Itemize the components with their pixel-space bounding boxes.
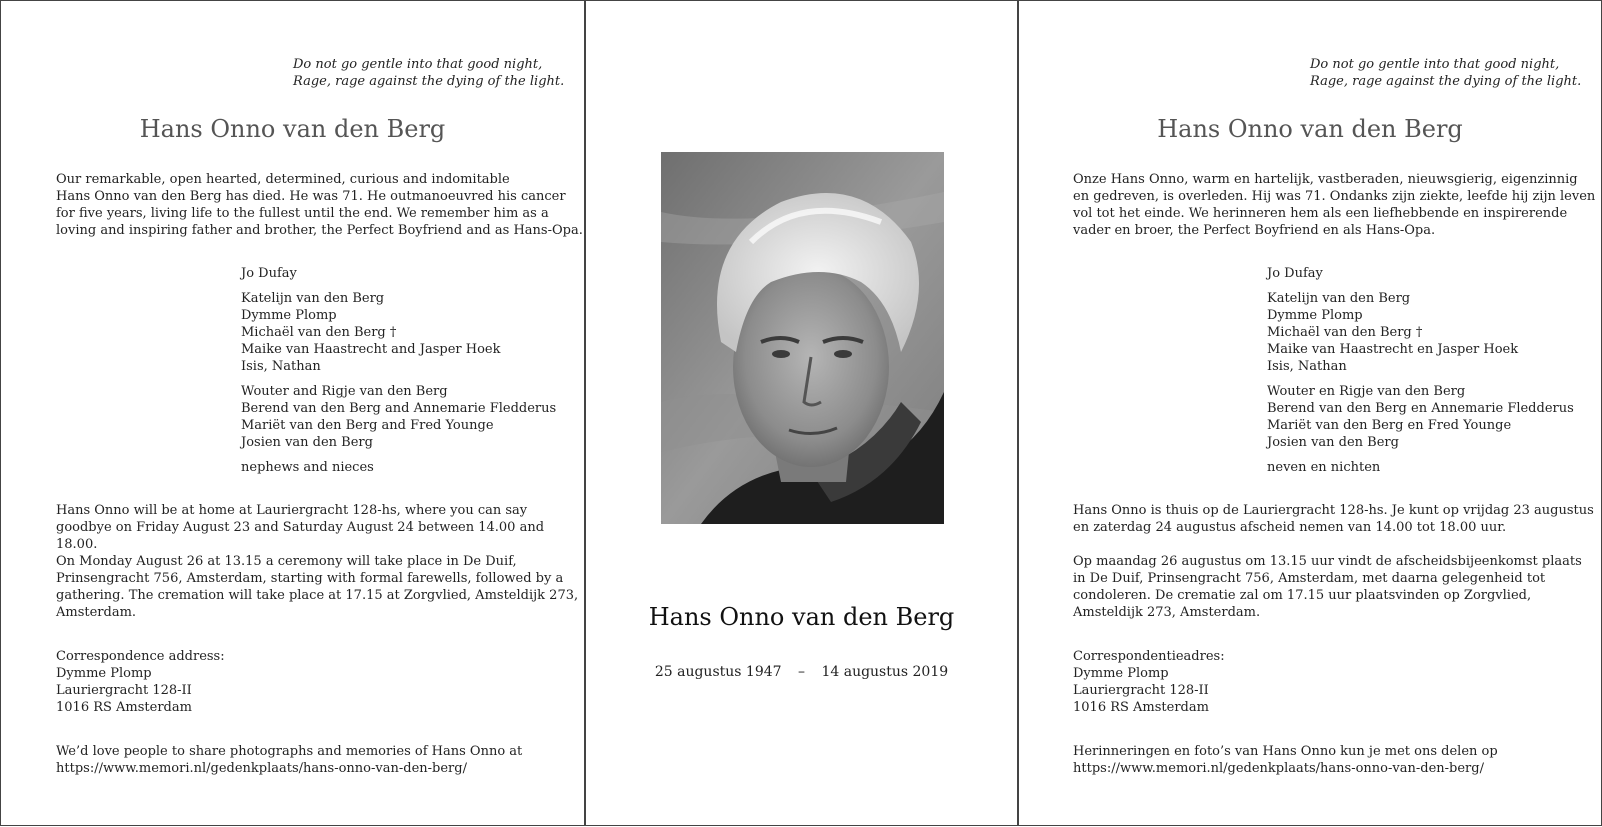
intro-paragraph: Onze Hans Onno, warm en hartelijk, vastberaden, nieuwsgierig, eigenzinnig en gedreven, is overleden. Hij was 71. Ondanks zijn ziekte, leefde hij zijn leven vol tot het einde. We herinneren hem als een liefhebbende en inspirerende vader en broer, the Perfect Boyfriend en als Hans-Opa.	[1073, 172, 1596, 238]
poem-quote	[1310, 56, 1581, 90]
visitation-paragraph: Hans Onno will be at home at Lauriergracht 128-hs, where you can say goodbye on Friday August 23 and Saturday August 24 between 14.00 and 18.00.	[56, 503, 545, 552]
names-group: Katelijn van den Berg Dymme Plomp Michaël van den Berg † Maike van Haastrecht en Jasper Hoek Isis, Nathan	[1267, 291, 1519, 374]
poem-line: Do not go gentle into that good night,	[1310, 57, 1560, 72]
left-panel-english	[0, 0, 585, 826]
deceased-name-title: Hans Onno van den Berg	[1157, 115, 1463, 143]
names-group: Wouter en Rigje van den Berg Berend van den Berg en Annemarie Fledderus Mariët van den Berg en Fred Younge Josien van den Berg	[1267, 384, 1574, 450]
names-group: Wouter and Rigje van den Berg Berend van den Berg and Annemarie Fledderus Mariët van den Berg and Fred Younge Josien van den Berg	[241, 384, 557, 450]
share-memories-paragraph: We’d love people to share photographs and memories of Hans Onno at https://www.memori.nl/gedenkplaats/hans-onno-van-den-berg/	[56, 744, 523, 776]
poem-quote	[293, 56, 564, 90]
birth-date: 25 augustus 1947	[654, 664, 782, 680]
poem-line: Rage, rage against the dying of the light.	[293, 74, 565, 89]
family-names	[241, 265, 556, 484]
names-group: nephews and nieces	[241, 460, 374, 475]
ceremony-paragraph: On Monday August 26 at 13.15 a ceremony will take place in De Duif, Prinsengracht 756, Amsterdam, starting with formal farewells, followed by a gathering. The cremation will take place at 17.15 at Zorgvlied, Amsteldijk 273, Amsterdam.	[56, 554, 579, 620]
deceased-name: Hans Onno van den Berg	[648, 603, 955, 631]
poem-line: Do not go gentle into that good night,	[293, 57, 543, 72]
share-memories-paragraph: Herinneringen en foto’s van Hans Onno kun je met ons delen op https://www.memori.nl/gedenkplaats/hans-onno-van-den-berg/	[1073, 744, 1498, 776]
portrait-photo	[661, 152, 944, 524]
death-date: 14 augustus 2019	[821, 664, 949, 680]
names-group: Jo Dufay	[1267, 266, 1323, 281]
visitation-paragraph: Hans Onno is thuis op de Lauriergracht 128-hs. Je kunt op vrijdag 23 augustus en zaterdag 24 augustus afscheid nemen van 14.00 tot 18.00 uur.	[1073, 503, 1594, 535]
deceased-name-title: Hans Onno van den Berg	[139, 115, 446, 143]
correspondence-address: Correspondentieadres: Dymme Plomp Lauriergracht 128-II 1016 RS Amsterdam	[1073, 649, 1225, 715]
ceremony-paragraph: Op maandag 26 augustus om 13.15 uur vindt de afscheidsbijeenkomst plaats in De Duif, Prinsengracht 756, Amsterdam, met daarna gelegenheid tot condoleren. De crematie zal om 17.15 uur plaatsvinden op Zorgvlied, Amsteldijk 273, Amsterdam.	[1073, 554, 1582, 620]
right-panel-dutch	[1018, 0, 1602, 826]
names-group: Jo Dufay	[241, 266, 297, 281]
center-panel	[585, 0, 1018, 826]
intro-paragraph: Our remarkable, open hearted, determined, curious and indomitable Hans Onno van den Berg has died. He was 71. He outmanoeuvred his cancer for five years, living life to the fullest until the end. We remember him as a loving and inspiring father and brother, the Perfect Boyfriend and as Hans-Opa.	[56, 172, 583, 238]
names-group: neven en nichten	[1267, 460, 1381, 475]
date-separator: –	[798, 664, 805, 680]
correspondence-address: Correspondence address: Dymme Plomp Lauriergracht 128-II 1016 RS Amsterdam	[56, 649, 225, 715]
names-group: Katelijn van den Berg Dymme Plomp Michaël van den Berg † Maike van Haastrecht and Jasper Hoek Isis, Nathan	[241, 291, 501, 374]
poem-line: Rage, rage against the dying of the light.	[1310, 74, 1582, 89]
life-dates	[586, 664, 1017, 680]
family-names	[1267, 265, 1574, 484]
